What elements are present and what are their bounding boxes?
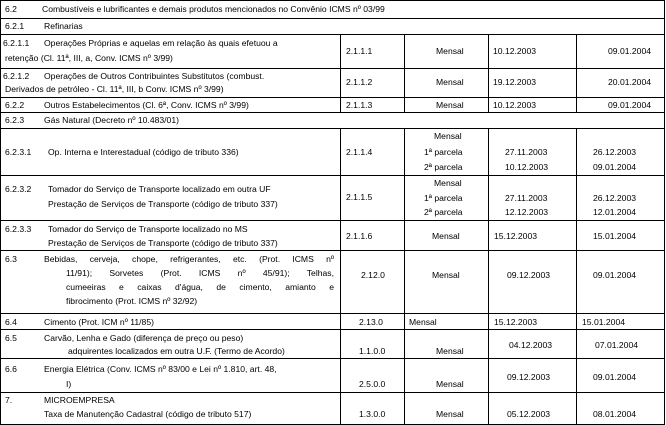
row-code: 1.1.0.0: [359, 346, 386, 356]
row-period: Mensal: [434, 131, 462, 141]
row-code: 2.1.1.6: [346, 231, 373, 241]
row-description: Prestação de Serviços de Transporte (código de tributo 337): [48, 199, 278, 209]
row-id: 6.2.3.1: [5, 147, 32, 157]
row-id: 6.2.1.2: [3, 71, 30, 81]
row-installment: 2ª parcela: [424, 162, 463, 172]
row-description: Bebidas, cerveja, chope, refrigerantes, etc. (Prot. ICMS nº: [44, 254, 334, 264]
row-due-date: 12.01.2004: [593, 207, 637, 217]
row-code: 2.1.1.5: [346, 192, 373, 202]
row-description: Prestação de Serviços de Transporte (código de tributo 337): [48, 238, 278, 248]
section-number: 6.2: [5, 4, 17, 14]
row-installment: 1ª parcela: [424, 193, 463, 203]
row-id: 6.6: [5, 364, 17, 374]
row-period: Mensal: [436, 409, 464, 419]
row-code: 2.1.1.4: [346, 147, 373, 157]
row-period: Mensal: [436, 77, 464, 87]
row-due-date: 10.12.2003: [505, 162, 549, 172]
row-id: 6.2.2: [5, 100, 25, 110]
row-due-date: 07.01.2004: [595, 340, 639, 350]
row-id: 6.3: [5, 254, 17, 264]
row-code: 2.12.0: [361, 270, 385, 280]
row-due-date: 04.12.2003: [509, 340, 553, 350]
row-due-date: 15.12.2003: [494, 231, 538, 241]
row-id: 6.5: [5, 333, 17, 343]
row-due-date: 10.12.2003: [493, 46, 537, 56]
row-due-date: 08.01.2004: [593, 409, 637, 419]
row-description: cumeeiras e caixas d'água, de cimento, amianto e: [66, 282, 334, 292]
row-period: Mensal: [409, 317, 437, 327]
row-due-date: 09.12.2003: [507, 270, 551, 280]
row-period: Mensal: [436, 100, 464, 110]
row-due-date: 09.01.2004: [608, 46, 652, 56]
row-description: Energia Elétrica (Conv. ICMS nº 83/00 e Lei nº 1.810, art. 48,: [44, 364, 277, 374]
row-due-date: 10.12.2003: [493, 100, 537, 110]
row-description: MICROEMPRESA: [44, 395, 115, 405]
row-period: Mensal: [432, 231, 460, 241]
row-due-date: 19.12.2003: [493, 77, 537, 87]
row-id: 6.2.3.3: [5, 224, 32, 234]
row-due-date: 15.01.2004: [582, 317, 626, 327]
row-description: Carvão, Lenha e Gado (diferença de preço ou peso): [44, 333, 244, 343]
row-due-date: 27.11.2003: [505, 147, 548, 157]
row-description: Derivados de petróleo - Cl. 11ª, III, b Conv. ICMS nº 3/99): [5, 84, 224, 94]
row-description: fibrocimento (Prot. ICMS nº 32/92): [66, 296, 198, 306]
row-installment: 1ª parcela: [424, 147, 463, 157]
row-id: 6.4: [5, 317, 17, 327]
row-due-date: 09.01.2004: [593, 270, 637, 280]
row-period: Mensal: [436, 379, 464, 389]
row-code: 2.1.1.2: [346, 77, 373, 87]
row-code: 2.13.0: [359, 317, 383, 327]
row-description: Outros Estabelecimentos (Cl. 6ª, Conv. ICMS nº 3/99): [44, 100, 249, 110]
row-code: 2.1.1.1: [346, 46, 373, 56]
row-code: 1.3.0.0: [359, 409, 386, 419]
row-due-date: 26.12.2003: [593, 193, 637, 203]
row-code: 2.5.0.0: [359, 379, 386, 389]
row-period: Mensal: [436, 346, 464, 356]
row-installment: 2ª parcela: [424, 207, 463, 217]
row-description: adquirentes localizados em outra U.F. (Termo de Acordo): [68, 346, 285, 356]
row-due-date: 12.12.2003: [505, 207, 549, 217]
row-due-date: 09.01.2004: [608, 100, 652, 110]
row-description: Op. Interna e Interestadual (código de tributo 336): [48, 147, 239, 157]
row-description: 11/91); Sorvetes (Prot. ICMS nº 45/91); Telhas,: [66, 268, 334, 278]
row-id: 7.: [5, 395, 13, 405]
row-due-date: 09.12.2003: [507, 372, 551, 382]
row-id: 6.2.1.1: [3, 38, 30, 48]
row-due-date: 15.01.2004: [593, 231, 637, 241]
row-description: Tomador do Serviço de Transporte localizado no MS: [48, 224, 248, 234]
row-description: Cimento (Prot. ICM nº 11/85): [44, 317, 154, 327]
row-period: Mensal: [432, 270, 460, 280]
row-description: Gás Natural (Decreto nº 10.483/01): [44, 115, 179, 125]
row-due-date: 20.01.2004: [608, 77, 652, 87]
row-id: 6.2.1: [5, 21, 25, 31]
row-description: Tomador do Serviço de Transporte localizado em outra UF: [48, 184, 271, 194]
row-description: Operações Próprias e aquelas em relação às quais efetuou a: [44, 38, 278, 48]
row-period: Mensal: [434, 178, 462, 188]
row-due-date: 09.01.2004: [593, 372, 637, 382]
row-description: Operações de Outros Contribuintes Substitutos (combust.: [44, 71, 265, 81]
row-due-date: 27.11.2003: [505, 193, 548, 203]
row-description: Refinarias: [44, 21, 83, 31]
row-due-date: 26.12.2003: [593, 147, 637, 157]
row-due-date: 15.12.2003: [494, 317, 538, 327]
row-code: 2.1.1.3: [346, 100, 373, 110]
row-description: retenção (Cl. 11ª, III, a, Conv. ICMS nº 3/99): [5, 53, 173, 63]
row-description: Taxa de Manutenção Cadastral (código de tributo 517): [44, 409, 252, 419]
row-description: I): [66, 379, 72, 389]
row-due-date: 09.01.2004: [593, 162, 637, 172]
row-due-date: 05.12.2003: [507, 409, 551, 419]
row-period: Mensal: [436, 46, 464, 56]
row-id: 6.2.3: [5, 115, 25, 125]
row-id: 6.2.3.2: [5, 184, 32, 194]
section-title: Combustíveis e lubrificantes e demais produtos mencionados no Convênio ICMS nº 03/99: [42, 4, 385, 14]
